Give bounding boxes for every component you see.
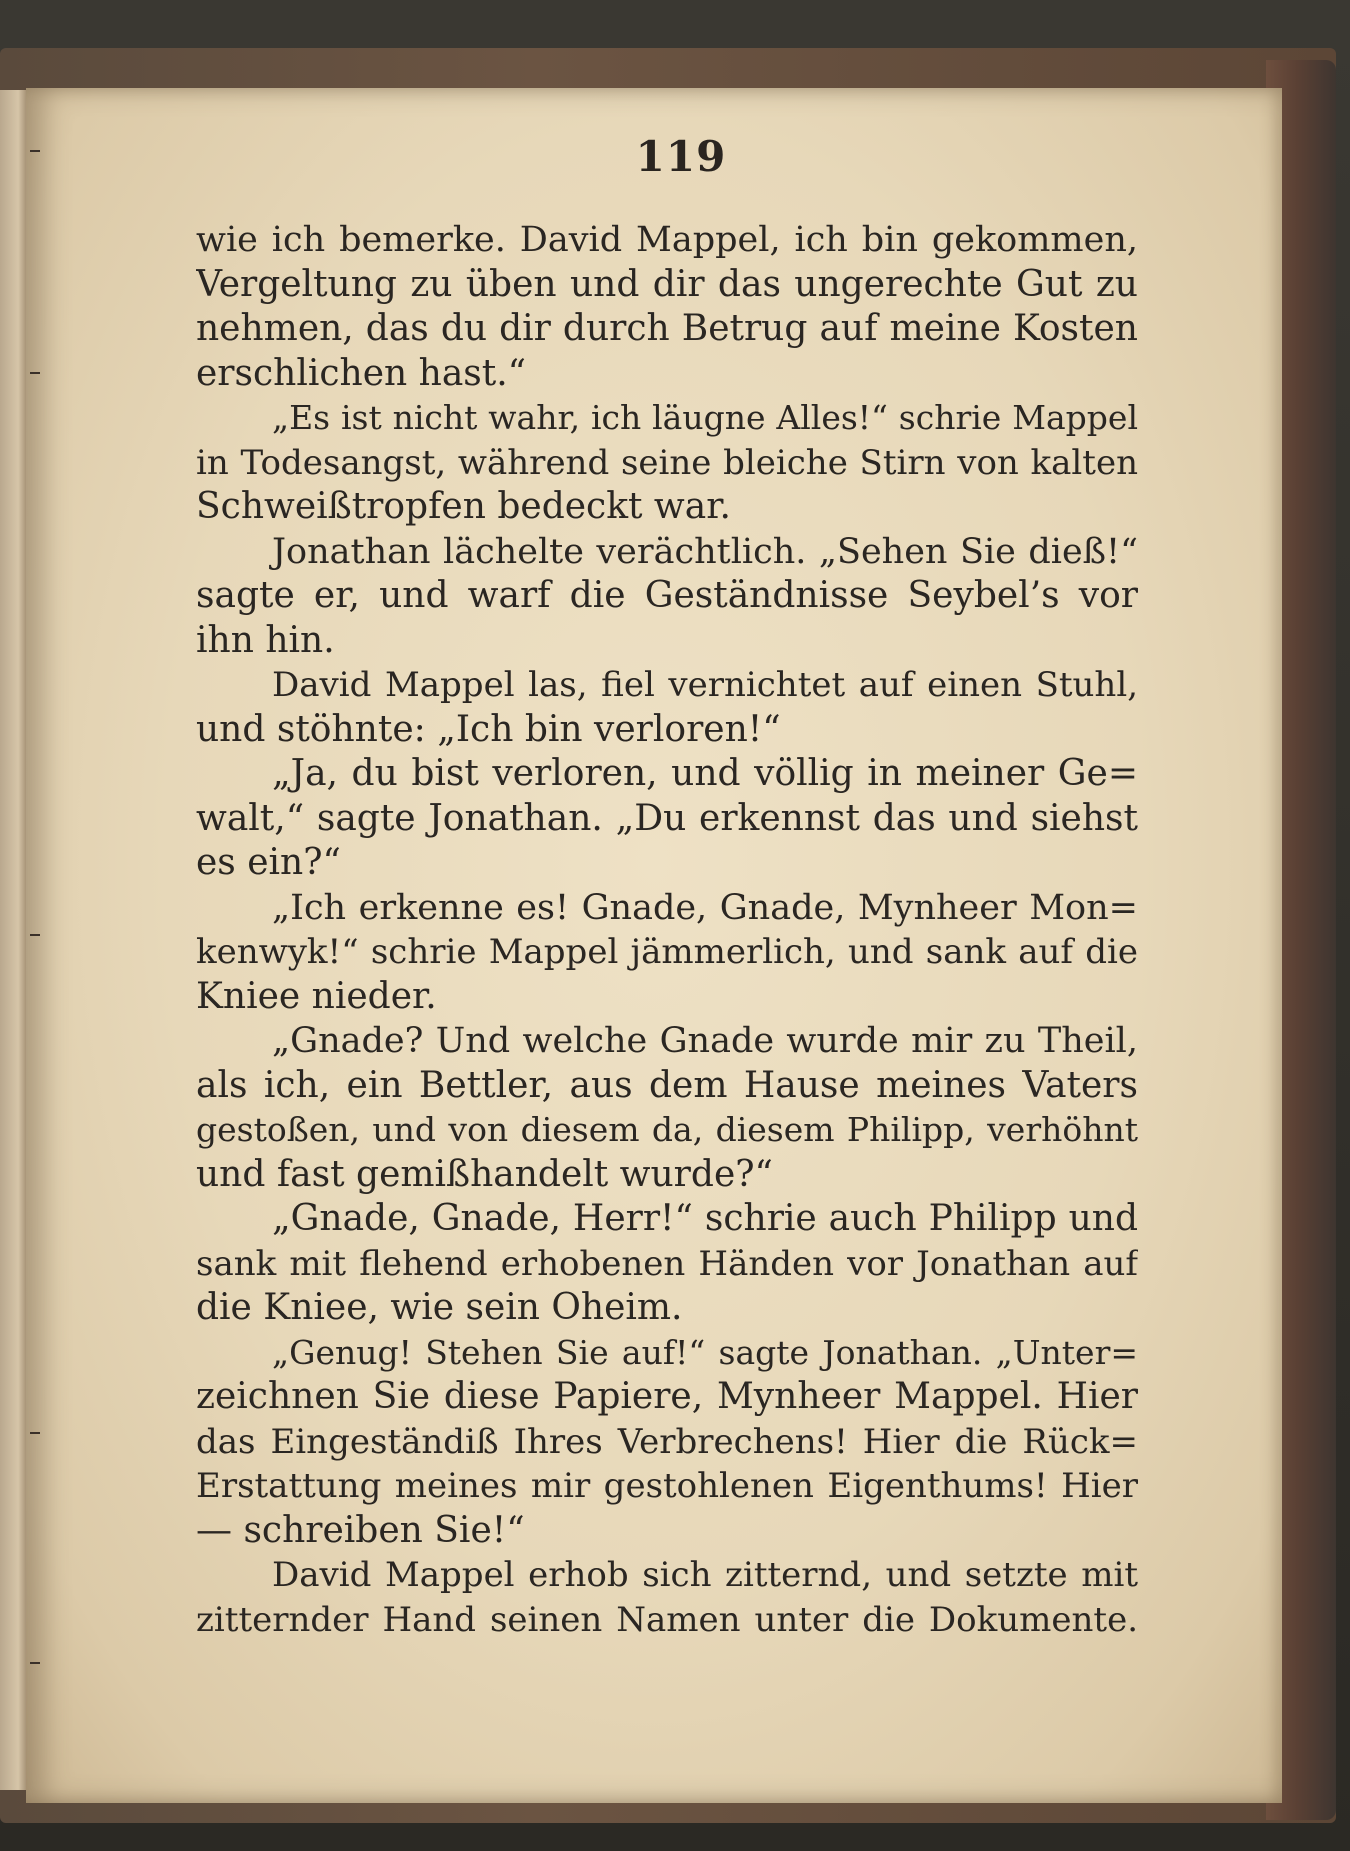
- text-line: zeichnen Sie diese Papiere, Mynheer Mappel. Hier: [196, 1376, 1138, 1417]
- previous-page-edge: [0, 90, 26, 1790]
- text-line: „Genug! Stehen Sie auf!“ sagte Jonathan. „Unter=: [272, 1332, 1138, 1372]
- text-line: und stöhnte: „Ich bin verloren!“: [196, 708, 781, 750]
- text-line: „Gnade, Gnade, Herr!“ schrie auch Philipp und: [272, 1198, 1138, 1239]
- text-line: und fast gemißhandelt wurde?“: [196, 1153, 773, 1195]
- text-line: sank mit flehend erhobenen Händen vor Jonathan auf: [196, 1243, 1138, 1284]
- text-line: die Kniee, wie sein Oheim.: [196, 1287, 683, 1328]
- text-line: erschlichen hast.“: [196, 352, 527, 394]
- text-line: Vergeltung zu üben und dir das ungerechte Gut zu: [196, 263, 1138, 305]
- text-line: es ein?“: [196, 842, 341, 883]
- gutter-mark: [30, 934, 40, 936]
- text-line: als ich, ein Bettler, aus dem Hause meines Vaters: [196, 1064, 1138, 1106]
- body-text: [196, 218, 1138, 1642]
- text-line: kenwyk!“ schrie Mappel jämmerlich, und sank auf die: [196, 932, 1138, 972]
- text-line: Schweißtropfen bedeckt war.: [196, 486, 731, 527]
- text-line: zitternder Hand seinen Namen unter die Dokumente.: [196, 1599, 1138, 1640]
- text-line: Kniee nieder.: [196, 975, 437, 1017]
- text-line: „Gnade? Und welche Gnade wurde mir zu Theil,: [272, 1021, 1138, 1061]
- gutter-mark: [30, 1432, 40, 1434]
- text-line: ihn hin.: [196, 619, 335, 661]
- text-line: „Ich erkenne es! Gnade, Gnade, Mynheer Mon=: [272, 887, 1138, 928]
- text-line: das Eingeständiß Ihres Verbrechens! Hier die Rück=: [196, 1421, 1138, 1462]
- text-line: „Es ist nicht wahr, ich läugne Alles!“ schrie Mappel: [272, 398, 1138, 437]
- text-line: Erstattung meines mir gestohlenen Eigenthums! Hier: [196, 1466, 1138, 1506]
- text-line: David Mappel las, fiel vernichtet auf einen Stuhl,: [272, 665, 1138, 705]
- page-number: 119: [635, 132, 727, 181]
- gutter-mark: [30, 372, 40, 374]
- text-line: wie ich bemerke. David Mappel, ich bin gekommen,: [196, 220, 1138, 260]
- text-line: David Mappel erhob sich zitternd, und setzte mit: [272, 1555, 1138, 1595]
- gutter-mark: [30, 1662, 40, 1664]
- text-line: sagte er, und warf die Geständnisse Seybel’s vor: [196, 575, 1138, 616]
- text-line: gestoßen, und von diesem da, diesem Philipp, verhöhnt: [196, 1110, 1138, 1149]
- text-line: nehmen, das du dir durch Betrug auf meine Kosten: [196, 308, 1138, 349]
- text-line: — schreiben Sie!“: [196, 1509, 525, 1551]
- text-line: walt,“ sagte Jonathan. „Du erkennst das und siehst: [196, 797, 1138, 839]
- text-line: Jonathan lächelte verächtlich. „Sehen Sie dieß!“: [272, 531, 1138, 572]
- text-line: „Ja, du bist verloren, und völlig in meiner Ge=: [272, 753, 1138, 794]
- text-line: in Todesangst, während seine bleiche Stirn von kalten: [196, 442, 1138, 483]
